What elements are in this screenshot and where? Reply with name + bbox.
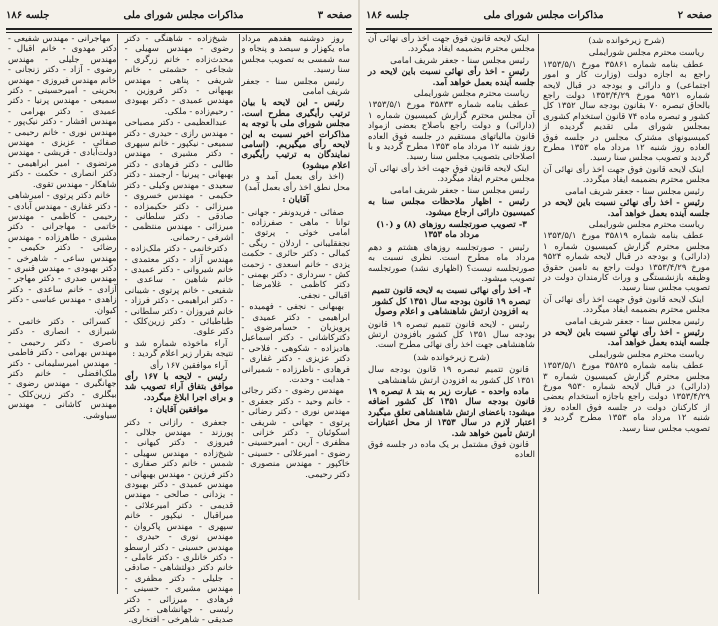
paragraph: رئیس - لایحه با ۱۶۷ رأی موافق بتفاق آراء تصویب شد و برای اجرا ابلاغ میگردد.: [124, 372, 234, 403]
paragraph: صفائی - فریدونفر - جهانی - توانا - ماهی - صفرزاده - امامی خوئی - پرتوی - نجفقلیبانی - اردلان - ریگی - کمالی - دکتر حائری - حکمت یزدی - خانم اسعدی - زحمت کش - سرداری - دکتر بهمنی - دکتر کاظمی - غلامرضا - اقبالی - نجفی.: [241, 207, 350, 301]
paragraph: رئیس - صورتجلسه روزهای هشتم و دهم مرداد ماه مطرح است. نظری نسبت به صورتجلسه نیست؟ (اظهاری نشد) صورتجلسه تصویب میشود.: [368, 242, 535, 284]
paragraph: رئیس مجلس سنا - جعفر شریف امامی: [390, 55, 529, 66]
paragraph: رئیس مجلس سنا - جعفر شریف امامی: [241, 76, 350, 98]
paragraph: عطف بنامه شماره ۳۵۸۳۳ مورخ ۱۳۵۳/۵/۱ آن مجلس محترم گزارش کمیسیون شماره ۱ (دارائی) و دولت راجع باصلاح بعضی ازمواد قانون مالیاتهای مستقیم در جلسه فوق العاده روز شنبه ۱۲ مرداد ماه ۱۳۵۳ مطرح گردید و با اصلاحاتی بتصویب مجلس سنا رسید.: [368, 100, 535, 163]
paragraph: ریاست محترم مجلس شورایملی: [413, 89, 529, 100]
paragraph: روز دوشنبه هفدهم مرداد ماه یکهزار و سیصد و پنجاه و سه شمسی به تصویب مجلس سنا رسید.: [241, 34, 350, 76]
left-session-label: جلسه ۱۸۶: [6, 9, 50, 21]
left-page-header: [6, 4, 352, 26]
right-page-number: صفحه ۲: [677, 9, 712, 21]
paragraph: (شرح زیرخوانده شد): [588, 36, 665, 46]
paragraph: رئیس مجلس سنا - جعفر شریف امامی: [390, 185, 529, 196]
paragraph: مهندس رضوی - دکتر رجائی - خانم وحید - دکتر جعفری - مهندس نوری - دکتر رضائی - پرتوی - جهانی - شریفی - اسکوئیان - دکتر خزانی - مظفری - آرین - امیرحسینی - رضوی - امیرعلائی - حسینی - خاکپور - مهندس منصوری - دکتر رحیمی.: [241, 386, 350, 480]
left-page: [0, 0, 358, 626]
right-col-1: [543, 34, 710, 596]
paragraph: ماده واحده - عبارت زیر به بند ۸ تبصره ۱۹ قانون بودجه سال ۱۳۵۱ کل کشور اضافه میشود: باعضای ارتش شاهنشاهی تعلق میگیرد اعتبار لازم در سال ۱۳۵۳ از محل اعتبارات ارتش تأمین خواهد شد.: [368, 387, 535, 439]
right-page: [360, 0, 718, 600]
paragraph: رئیس - اخذ رأی نهائی نسبت باین لایحه در جلسه آینده بعمل خواهد آمد.: [368, 67, 535, 88]
right-columns: [368, 34, 710, 596]
paragraph: اینک لایحه قانون فوق جهت اخذ رأی نهائی آن مجلس محترم بضمیمه ایفاد میگردد.: [368, 34, 535, 55]
paragraph: رئیس - اخذ رأی نهائی نسبت باین لایحه در جلسه آینده بعمل خواهد آمد.: [543, 327, 710, 349]
left-journal-title: مذاکرات مجلس شورای ملی: [123, 9, 244, 21]
paragraph: شیخ‌زاده - شاهنگی - دکتر رضوی - مهندس سهیلی - محدث‌زاده - خانم زرگری - شجاعی - حشمتی - خانم شریفی - پناهی - مهندس بهبهانی - دکتر فروزین - مهندس عمیدی - دکتر بهبودی - رحیم‌زاده - ملکی.: [124, 34, 234, 117]
paragraph: رئیس - اظهار ملاحظات مجلس سنا به کمیسیون دارائی ارجاع میشود.: [368, 197, 535, 218]
paragraph: رئیس مجلس سنا - جعفر شریف امامی: [565, 316, 704, 327]
paragraph: خانم دکتر پرتوی - امیرشاهی - دکتر غفاری - مهندس آبادی - رحیمی - کاظمی - مهندس خاتمی - مهاجرانی - دکتر مشیری - طاهرزاده - مهندس رضائی - دکتر حکیمی - مهندس ساعی - شاهرخی - دکتر بهبودی - مهندس قنبری - مهندس صدری - دکتر مهاجر - آزادی - خانم ساعدی - دکتر زاهدی - مهندس عباسی - دکتر کیوان.: [7, 191, 117, 316]
paragraph: اینک لایحه قانون فوق جهت اخذ رأی نهائی آن مجلس محترم ایفاد میگردد.: [368, 163, 535, 185]
paragraph: بهبهانی - نجفی - فهمیده - ابراهیمی - دکتر عمیدی - پرویزیان - حسامرضوی - دکترکاشانی - دکتر اسماعیل هادیزاده - شکوهی - فلاحی - دکتر عزیزی - دکتر غفاری - فرهادی - ناظرزاده - شمیرانی - هدایت - وحدت.: [241, 302, 350, 385]
paragraph: عطف بنامه شماره ۳۵۸۶۱ مورخ ۱۳۵۳/۵/۱ راجع به اجازه دولت (وزارت کار و امور اجتماعی) و دارائی و بودجه در قبال لایحه شماره ۹۵۲۱ مورخ ۱۳۵۳/۴/۲۹ دولت راجع بالحاق تبصره ۷۰ بقانون بودجه سال ۱۳۵۲ کل کشور و تبصره ماده ۷۴ قانون استخدام کشوری بمجلس شورای ملی تقدیم گردیده از کمیسیونهای مشترک مجلس در جلسه فوق العاده روز شنبه ۱۲ مرداد ماه ۱۳۵۳ مطرح گردید و تصویب مجلس سنا رسید.: [543, 59, 711, 164]
right-session-label: جلسه ۱۸۶: [366, 9, 410, 21]
right-journal-title: مذاکرات مجلس شورای ملی: [483, 9, 604, 21]
paragraph: ریاست محترم مجلس شورایملی: [588, 48, 704, 59]
left-header-rule: [6, 28, 352, 33]
left-columns: [7, 34, 350, 626]
left-page-number: صفحه ۳: [317, 9, 352, 21]
paragraph: رئیس مجلس سنا - جعفر شریف امامی: [565, 186, 704, 197]
paragraph: آراء موافقین ۱۶۷ رأی: [150, 360, 228, 371]
left-col-1: [241, 34, 350, 596]
paragraph: قانون فوق مشتمل بر یک ماده در جلسه فوق العاده: [368, 440, 535, 461]
paragraph: اینک لایحه قانون فوق جهت اخذ رأی نهائی آن مجلس محترم بضمیمه ایفاد میگردد.: [543, 164, 710, 186]
paragraph: کسرائی - دکتر خاتمی - شیرازی - انصاری - دکتر ناصری - دکتر رحیمی - مهندس بهرامی - دکتر فاطمی - مهندس امیرسلیمانی - دکتر ملک‌افضلی - خانم دکتر جهانگیری - مهندس رضوی - بیگلری - دکتر زرین‌کلک - مهندس کاشانی - مهندس سیاوشی.: [7, 316, 117, 421]
right-header-rule: [366, 28, 712, 33]
paragraph: عطف بنامه شماره ۳۵۸۱۹ مورخ ۱۳۵۳/۵/۱ مجلس محترم گزارش کمیسیون شماره ۱ (دارائی) و بودجه در قبال لایحه شماره ۹۵۲۴ مورخ ۱۳۵۳/۴/۲۹ دولت راجع به تامین حقوق وظیفه بازنشستگی و وراث کارمندان دولت در تصویب مجلس سنا رسید.: [543, 231, 710, 294]
paragraph: ریاست محترم مجلس شورایملی: [588, 219, 704, 230]
paragraph: ریاست محترم مجلس شورایملی: [588, 349, 704, 360]
section-heading: آقایان :: [282, 195, 309, 206]
paragraph: قانون تتمیم تبصره ۱۹ قانون بودجه سال ۱۳۵۱ کل کشور به افزودن ارتش شاهنشاهی: [368, 365, 535, 386]
paragraph: دکترخانمی - دکتر ملک‌زاده - مهندس آزاد - دکتر معتمدی - خانم شیروانی - دکتر عمیدی - خانم شاهین - ساعدی - شفیعی - خانم پرتوی - شیبانی - دکتر ابراهیمی - دکتر فرزاد - خانم فیروزان - دکتر سلطانی - طباطبائی - دکتر زرین‌کلک - دکتر علوی.: [124, 244, 234, 338]
paragraph: رئیس - اخذ رأی نهائی نسبت باین لایحه در جلسه آینده بعمل خواهد آمد.: [543, 198, 710, 219]
paragraph: جعفری - رازانی - دکتر پورزند - مهندس جلالی - فیروزی - دکتر کیهانی - شیخ‌زاده - مهندس سهیلی - شمس - خانم دکتر صفاری - دکتر فرزین - مهندس بهبهانی - مهندس عمیدی - دکتر بهبودی - یزدانی - صالحی - مهندس قدیمی - دکتر امیرعلائی - میراقبال - نیکپور - خانم سپهری - مهندس پاکروان - مهندس نوری - حیدری - مهندس حسینی - دکتر ارسطو - دکتر خانلری - دکتر عاملی - خانم دکتر دولتشاهی - صادقی - جلیلی - دکتر مظفری - مهندس مشیری - حسینی - فرهادی - میرزائی - دکتر رئیسی - جهانشاهی - دکتر صدیقی - شاهرخی - افتخاری.: [124, 417, 234, 626]
paragraph: رئیس - لایحه قانون تتمیم تبصره ۱۹ قانون بودجه سال ۱۳۵۱ کل کشور بافزودن ارتش شاهنشاهی جهت اخذ رأی نهائی مطرح است.: [368, 319, 535, 351]
paragraph: عبدالعظیمی - دکتر مصباحی - مهندس رازی - حیدری - دکتر سمیعی - نیکپور - خانم سپهری - دکتر مشیری - مهندس طالبی - دکتر فرهادی - دکتر بهبهانی - پیرنیا - ارجمند - دکتر سعیدی - مهندس وکیلی - دکتر حکیمی - مهندس خسروی - میرزائی - دکتر حکیمزاده - صادقی - دکتر سلطانی - میرزائی - مهندس منتظمی - اشرفی - رحمانی.: [124, 118, 234, 243]
right-page-header: [366, 4, 712, 26]
paragraph: رئیس - این لایحه با بیان ترتیب رأیگیری مطرح است. مجلس شورای ملی با توجه به مذاکرات اخیر نسبت به این لایحه رأی میگیریم. (اسامی نمایندگان به ترتیب رأیگیری اعلام میشود): [241, 98, 350, 171]
section-heading: ۴- اخذ رأی نهائی نسبت به لایحه قانون تتمیم تبصره ۱۹ قانون بودجه سال ۱۳۵۱ کل کشور به افزودن ارتش شاهنشاهی و اعلام وصول: [371, 286, 532, 318]
paragraph: آراء ماخوذه شماره شد و نتیجه بقرار زیر اعلام گردید :: [124, 338, 234, 360]
paragraph: عطف بنامه شماره ۳۵۸۲۵ مورخ ۱۳۵۳/۵/۱ مجلس محترم گزارش کمیسیون شماره ۳ (دارائی) در قبال لایحه شماره ۹۵۳۰ مورخ ۱۳۵۳/۴/۲۹ دولت راجع باجازه استخدام بعضی از کارکنان دولت در جلسه فوق العاده روز شنبه ۱۲ مرداد ماه ۱۳۵۳ مطرح گردید و تصویب مجلس سنا رسید.: [543, 361, 710, 434]
left-col-3: [8, 34, 117, 596]
left-col-2: [124, 34, 234, 626]
paragraph: (شرح زیرخوانده شد): [413, 352, 490, 363]
section-heading: ۳- تصویب صورتجلسه روزهای (۸) و (۱۰) مرداد ماه ۱۳۵۳: [376, 219, 527, 241]
paragraph: اینک لایحه قانون فوق جهت اخذ رأی نهائی آن مجلس محترم بضمیمه ایفاد میگردد.: [543, 294, 710, 316]
paragraph: (اخذ رأی بعمل آمد و در محل نطق اخذ رأی بعمل آمد): [241, 172, 350, 193]
section-heading: موافقین آقایان :: [149, 405, 209, 416]
paragraph: مهاجرانی - مهندس شفیعی - دکتر مهدوی - خانم اقبال - مهندس جلیلی - مهندس رضوی - آزاد - دکتر زنجانی - خانم مهندس فیروزی - مهندس بحرینی - امیرحسینی - دکتر سمیعی - مهندس پرنیا - دکتر عمیدی - دکتر بهرامی - مهندس افشار - دکتر نیک‌پور - مهندس نوری - خانم رحیمی - صفائی - عزیزی - مهندس دولت‌آبادی - قریشی - مهندس مرتضوی - امیر ابراهیمی - دکتر انصاری - حکمت - دکتر شاهکار - مهندس تقوی.: [7, 34, 117, 190]
right-col-2: [368, 34, 535, 596]
